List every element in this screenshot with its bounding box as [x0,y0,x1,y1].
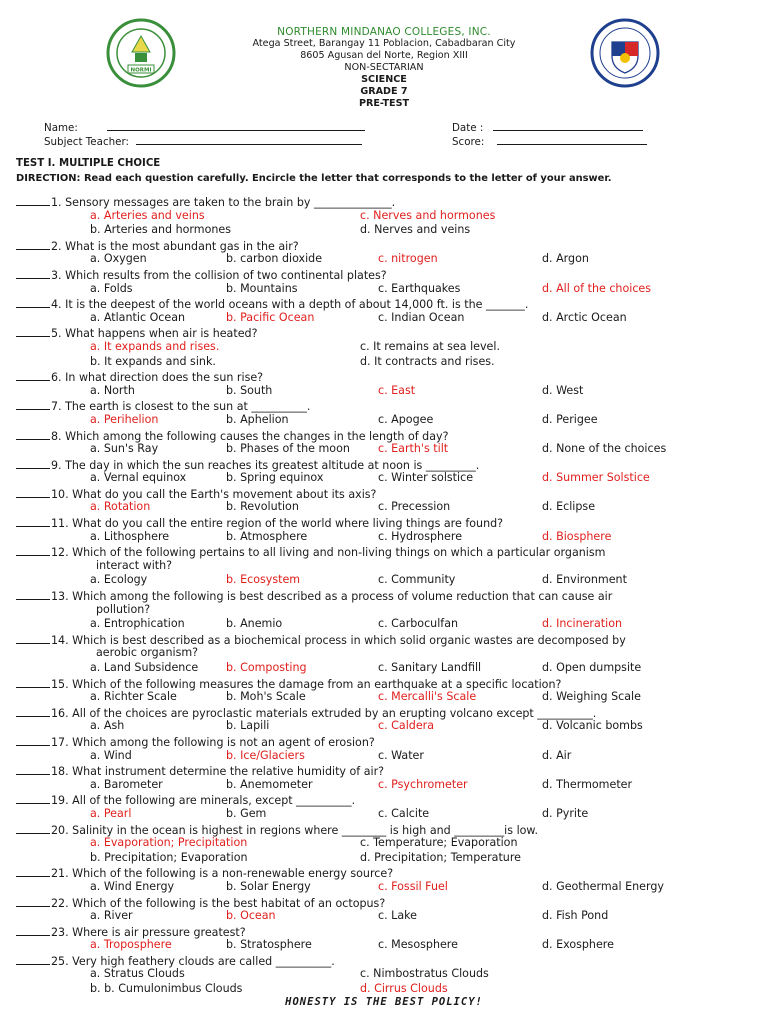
question-text: 22. Which of the following is the best habitat of an octopus? [51,896,386,910]
choice-option[interactable]: a. Vernal equinox [90,471,187,485]
teacher-field[interactable] [44,134,362,148]
choices-row [16,442,756,457]
question-item [16,924,756,939]
teacher-blank[interactable] [136,134,362,145]
choices-row [16,967,756,982]
choice-option[interactable]: a. Evaporation; Precipitation [90,836,248,850]
choice-option[interactable]: a. Richter Scale [90,690,177,704]
choice-option[interactable]: b. Lapili [226,719,270,733]
choices-row [16,252,756,267]
question-list [16,194,756,997]
choices-row [16,749,756,764]
question-text: 19. All of the following are minerals, except __________. [51,794,356,808]
question-item [16,953,756,968]
choice-option[interactable]: a. Sun's Ray [90,442,159,456]
answer-blank[interactable] [16,822,50,834]
choice-option[interactable]: c. East [378,383,416,397]
name-field[interactable] [44,120,365,134]
choice-option[interactable]: a. Folds [90,281,133,295]
choice-option[interactable]: a. Arteries and veins [90,208,205,222]
question-text: 20. Salinity in the ocean is highest in regions where ________ is high and _________is low. [51,823,539,837]
choice-option[interactable]: b. Solar Energy [226,879,311,893]
answer-blank[interactable] [16,544,50,556]
choice-option[interactable]: c. nitrogen [378,252,438,266]
question-item [16,398,756,413]
question-item [16,544,756,559]
choice-option[interactable]: c. Water [378,748,424,762]
question-continuation: aerobic organism? [96,646,199,660]
choice-option[interactable]: b. Anemio [226,617,283,631]
question-item [16,895,756,910]
choice-option[interactable]: c. It remains at sea level. [360,339,500,353]
choices-row [16,880,756,895]
question-item [16,632,756,647]
choice-option[interactable]: b. Mountains [226,281,298,295]
question-continuation: interact with? [96,558,173,572]
choices-row [16,573,756,588]
answer-blank[interactable] [16,457,50,469]
svg-text:NORMI: NORMI [130,67,152,74]
choice-option[interactable]: b. Moh's Scale [226,690,306,704]
choice-option[interactable]: d. Nerves and veins [360,223,471,237]
choice-option[interactable]: b. Precipitation; Evaporation [90,850,248,864]
choices-row [16,282,756,297]
question-item [16,325,756,340]
answer-blank[interactable] [16,924,50,936]
question-text: 14. Which is best described as a biochemical process in which solid organic wastes are decomposed by [51,633,626,647]
question-text: 16. All of the choices are pyroclastic materials extruded by an erupting volcano except __________. [51,706,597,720]
name-label: Name: [44,122,78,134]
question-text: 5. What happens when air is heated? [51,327,258,341]
choice-option[interactable]: a. Stratus Clouds [90,967,185,981]
choice-option[interactable]: b. Phases of the moon [226,442,350,456]
choices-row [16,384,756,399]
question-text: 8. Which among the following causes the changes in the length of day? [51,429,449,443]
choice-option[interactable]: d. Argon [542,252,589,266]
answer-blank[interactable] [16,296,50,308]
subject-title: SCIENCE [361,74,407,85]
choice-option[interactable]: b. Revolution [226,500,299,514]
choice-option[interactable]: b. Aphelion [226,412,289,426]
choices-row [16,311,756,326]
choice-option[interactable]: c. Lake [378,909,417,923]
answer-blank[interactable] [16,325,50,337]
choices-row [16,778,756,793]
date-label: Date : [452,122,484,134]
question-item [16,486,756,501]
question-text: 1. Sensory messages are taken to the brain by ______________. [51,196,396,209]
answer-blank[interactable] [16,705,50,717]
answer-blank[interactable] [16,953,50,965]
choice-option[interactable]: c. Fossil Fuel [378,879,448,893]
answer-blank[interactable] [16,865,50,877]
choice-option[interactable]: d. Pyrite [542,806,589,820]
question-text: 17. Which among the following is not an agent of erosion? [51,735,375,749]
question-text: 9. The day in which the sun reaches its greatest altitude at noon is _________. [51,458,480,472]
score-blank[interactable] [497,134,647,145]
choice-option[interactable]: c. Nimbostratus Clouds [360,967,489,981]
choice-option[interactable]: a. Ash [90,719,125,733]
question-item [16,822,756,837]
choice-option[interactable]: d. Summer Solstice [542,471,650,485]
choice-option[interactable]: b. Ecosystem [226,573,301,587]
footer-motto: HONESTY IS THE BEST POLICY! [285,996,483,1008]
test-title: PRE-TEST [358,98,410,109]
question-item [16,865,756,880]
choices-row [16,909,756,924]
school-address-line1: Atega Street, Barangay 11 Poblacion, Cabadbaran City [252,38,516,49]
choices-row [16,661,756,676]
score-field[interactable] [452,134,647,148]
choices-row [16,617,756,632]
name-blank[interactable] [107,120,365,131]
question-item [16,267,756,282]
choice-option[interactable]: d. Incineration [542,617,623,631]
answer-blank[interactable] [16,632,50,644]
choice-option[interactable]: b. Gem [226,806,267,820]
choices-row [16,500,756,515]
choice-option[interactable]: c. Earth's tilt [378,442,449,456]
choice-option[interactable]: a. Troposphere [90,938,172,952]
choice-option[interactable]: d. Weighing Scale [542,690,641,704]
choices-row [16,355,756,370]
choices-row [16,836,756,851]
choices-row [16,530,756,545]
choice-option[interactable]: d. Arctic Ocean [542,310,627,324]
choice-option[interactable]: c. Hydrosphere [378,529,463,543]
choice-option[interactable]: a. Atlantic Ocean [90,310,186,324]
question-text: 11. What do you call the entire region of the world where living things are found? [51,517,504,531]
choice-option[interactable]: c. Winter solstice [378,471,474,485]
choice-option[interactable]: c. Psychrometer [378,777,468,791]
date-blank[interactable] [493,120,643,131]
question-item [16,734,756,749]
choices-row [16,807,756,822]
question-continuation: pollution? [96,602,151,616]
question-item [16,194,756,209]
choice-option[interactable]: d. Fish Pond [542,909,609,923]
choice-option[interactable]: c. Apogee [378,412,434,426]
choice-option[interactable]: c. Community [378,573,456,587]
question-item [16,457,756,472]
choice-option[interactable]: d. Air [542,748,572,762]
answer-blank[interactable] [16,369,50,381]
choice-option[interactable]: a. Lithosphere [90,529,170,543]
question-item [16,705,756,720]
choice-option[interactable]: c. Nerves and hormones [360,208,496,222]
choice-option[interactable]: a. River [90,909,133,923]
question-item [16,296,756,311]
choice-option[interactable]: b. Spring equinox [226,471,324,485]
choice-option[interactable]: a. Wind Energy [90,879,175,893]
choice-option[interactable]: b. Atmosphere [226,529,308,543]
choice-option[interactable]: d. None of the choices [542,442,667,456]
question-item [16,428,756,443]
question-text: 3. Which results from the collision of two continental plates? [51,268,387,282]
teacher-label: Subject Teacher: [44,136,129,148]
answer-blank[interactable] [16,267,50,279]
direction-label: DIRECTION: [16,173,81,184]
choice-option[interactable]: c. Carboculfan [378,617,459,631]
direction-text: Read each question carefully. Encircle the letter that corresponds to the letter of your answer. [83,173,612,184]
choice-option[interactable]: b. Anemometer [226,777,313,791]
question-text: 10. What do you call the Earth's movement about its axis? [51,487,377,501]
choice-option[interactable]: b. It expands and sink. [90,354,216,368]
school-name: NORTHERN MINDANAO COLLEGES, INC. [277,26,491,38]
choice-option[interactable]: b. Ocean [226,909,276,923]
question-item [16,792,756,807]
answer-blank[interactable] [16,588,50,600]
choice-option[interactable]: a. Ecology [90,573,148,587]
choice-option[interactable]: d. Biosphere [542,529,612,543]
choice-option[interactable]: a. Rotation [90,500,151,514]
choice-option[interactable]: d. Environment [542,573,627,587]
answer-blank[interactable] [16,734,50,746]
choice-option[interactable]: b. Pacific Ocean [226,310,315,324]
answer-blank[interactable] [16,398,50,410]
choice-option[interactable]: c. Indian Ocean [378,310,465,324]
choices-row [16,340,756,355]
question-item [16,369,756,384]
question-item [16,588,756,603]
choices-row [16,471,756,486]
choice-option[interactable]: a. Land Subsidence [90,661,199,674]
choice-option[interactable]: c. Temperature; Evaporation [360,836,518,850]
answer-blank[interactable] [16,194,50,206]
answer-blank[interactable] [16,238,50,250]
choice-option[interactable]: d. Eclipse [542,500,596,514]
choice-option[interactable]: a. Wind [90,748,132,762]
choice-option[interactable]: d. Thermometer [542,777,633,791]
question-text: 6. In what direction does the sun rise? [51,371,264,385]
choice-option[interactable]: d. Perigee [542,412,598,426]
answer-blank[interactable] [16,763,50,775]
choices-row [16,413,756,428]
question-text: 2. What is the most abundant gas in the air? [51,239,299,253]
choice-option[interactable]: d. It contracts and rises. [360,354,495,368]
choice-option[interactable]: c. Earthquakes [378,281,461,295]
choice-option[interactable]: a. Pearl [90,806,132,820]
choice-option[interactable]: d. Volcanic bombs [542,719,643,733]
choices-row [16,982,756,997]
answer-blank[interactable] [16,792,50,804]
question-text: 4. It is the deepest of the world oceans with a depth of about 14,000 ft. is the _______. [51,298,529,312]
choice-option[interactable]: c. Sanitary Landfill [378,661,482,674]
school-address-line2: 8605 Agusan del Norte, Region XIII [300,50,468,61]
choice-option[interactable]: c. Caldera [378,719,435,733]
score-label: Score: [452,136,485,148]
choice-option[interactable]: d. Cirrus Clouds [360,982,448,996]
test-section-title: TEST I. MULTIPLE CHOICE [16,158,161,169]
answer-blank[interactable] [16,895,50,907]
document-header [0,26,768,110]
choice-option[interactable]: c. Precession [378,500,451,514]
choice-option[interactable]: d. All of the choices [542,281,652,295]
question-text: 12. Which of the following pertains to all living and non-living things on which a particular organism [51,546,606,560]
answer-blank[interactable] [16,676,50,688]
grade-title: GRADE 7 [360,86,408,97]
choice-option[interactable]: d. Precipitation; Temperature [360,850,521,864]
choices-row [16,851,756,866]
date-field[interactable] [452,120,643,134]
school-type: NON-SECTARIAN [344,62,424,73]
choice-option[interactable]: b. carbon dioxide [226,252,323,266]
question-text: 21. Which of the following is a non-renewable energy source? [51,867,394,881]
question-item [16,238,756,253]
choice-option[interactable]: a. Oxygen [90,252,147,266]
choice-option[interactable]: d. Geothermal Energy [542,879,664,893]
test-direction [16,173,612,184]
choice-option[interactable]: b. South [226,383,273,397]
question-item [16,515,756,530]
choice-option[interactable]: c. Mercalli's Scale [378,690,477,704]
choice-option[interactable]: b. Arteries and hormones [90,223,232,237]
answer-blank[interactable] [16,428,50,440]
question-item [16,763,756,778]
choice-option[interactable]: b. Ice/Glaciers [226,748,305,762]
choice-option[interactable]: a. Entrophication [90,617,185,631]
choice-option[interactable]: a. North [90,383,135,397]
choice-option[interactable]: b. b. Cumulonimbus Clouds [90,982,243,996]
choice-option[interactable]: d. West [542,383,584,397]
question-text: 18. What instrument determine the relative humidity of air? [51,765,385,779]
question-text: 25. Very high feathery clouds are called __________. [51,954,335,968]
choice-option[interactable]: b. Stratosphere [226,938,312,952]
choice-option[interactable]: d. Exosphere [542,938,614,952]
choices-row [16,690,756,705]
question-text: 15. Which of the following measures the damage from an earthquake at a specific location? [51,677,562,691]
choice-option[interactable]: d. Open dumpsite [542,661,642,674]
choices-row [16,209,756,224]
question-text: 7. The earth is closest to the sun at __________. [51,400,311,414]
choice-option[interactable]: a. It expands and rises. [90,339,220,353]
choices-row [16,719,756,734]
answer-blank[interactable] [16,515,50,527]
choice-option[interactable]: a. Perihelion [90,412,159,426]
choices-row [16,223,756,238]
choices-row [16,938,756,953]
question-item [16,676,756,691]
choice-option[interactable]: c. Mesosphere [378,938,458,952]
answer-blank[interactable] [16,486,50,498]
question-text: 23. Where is air pressure greatest? [51,925,246,939]
choice-option[interactable]: c. Calcite [378,806,430,820]
question-text: 13. Which among the following is best described as a process of volume reduction that can cause air [51,590,613,604]
choice-option[interactable]: b. Composting [226,661,307,674]
choice-option[interactable]: a. Barometer [90,777,163,791]
